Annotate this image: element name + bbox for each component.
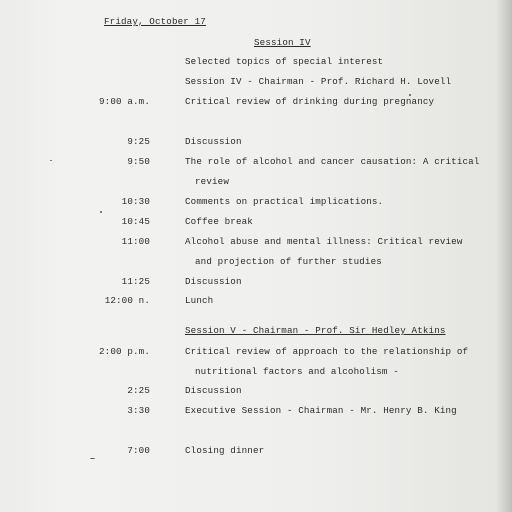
schedule-time: 10:30 — [121, 196, 150, 207]
scan-speck — [90, 458, 95, 459]
schedule-item: Discussion — [185, 385, 242, 396]
schedule-item-continuation: review — [195, 176, 229, 187]
schedule-time: 11:25 — [121, 276, 150, 287]
schedule-item-continuation: and projection of further studies — [195, 256, 382, 267]
schedule-time: 9:00 a.m. — [99, 96, 150, 107]
schedule-time: 9:25 — [127, 136, 150, 147]
schedule-time: 2:00 p.m. — [99, 346, 150, 357]
schedule-item: The role of alcohol and cancer causation: A critical — [185, 156, 480, 167]
schedule-item: Discussion — [185, 136, 242, 147]
scan-speck — [409, 94, 411, 96]
schedule-item: Comments on practical implications. — [185, 196, 384, 207]
schedule-item: Discussion — [185, 276, 242, 287]
session-5-chair: Session V - Chairman - Prof. Sir Hedley Atkins — [185, 325, 446, 336]
schedule-item: Coffee break — [185, 216, 253, 227]
schedule-item-continuation: nutritional factors and alcoholism - — [195, 366, 399, 377]
date-heading: Friday, October 17 — [104, 16, 206, 27]
schedule-item: Critical review of approach to the relationship of — [185, 346, 469, 357]
schedule-item: Alcohol abuse and mental illness: Critical review — [185, 236, 463, 247]
schedule-time: 7:00 — [127, 445, 150, 456]
schedule-time: 12:00 n. — [104, 295, 150, 306]
session-4-title: Session IV — [254, 37, 311, 48]
scan-speck — [100, 211, 102, 213]
scan-speck — [50, 160, 52, 161]
session-4-chair: Session IV - Chairman - Prof. Richard H. Lovell — [185, 76, 452, 87]
schedule-item: Lunch — [185, 295, 214, 306]
schedule-time: 11:00 — [121, 236, 150, 247]
session-4-topic: Selected topics of special interest — [185, 56, 384, 67]
schedule-item: Closing dinner — [185, 445, 265, 456]
schedule-time: 9:50 — [127, 156, 150, 167]
schedule-time: 2:25 — [127, 385, 150, 396]
schedule-item: Executive Session - Chairman - Mr. Henry B. King — [185, 405, 457, 416]
page-shadow-edge — [496, 0, 512, 512]
schedule-time: 3:30 — [127, 405, 150, 416]
schedule-item: Critical review of drinking during pregnancy — [185, 96, 435, 107]
schedule-time: 10:45 — [121, 216, 150, 227]
